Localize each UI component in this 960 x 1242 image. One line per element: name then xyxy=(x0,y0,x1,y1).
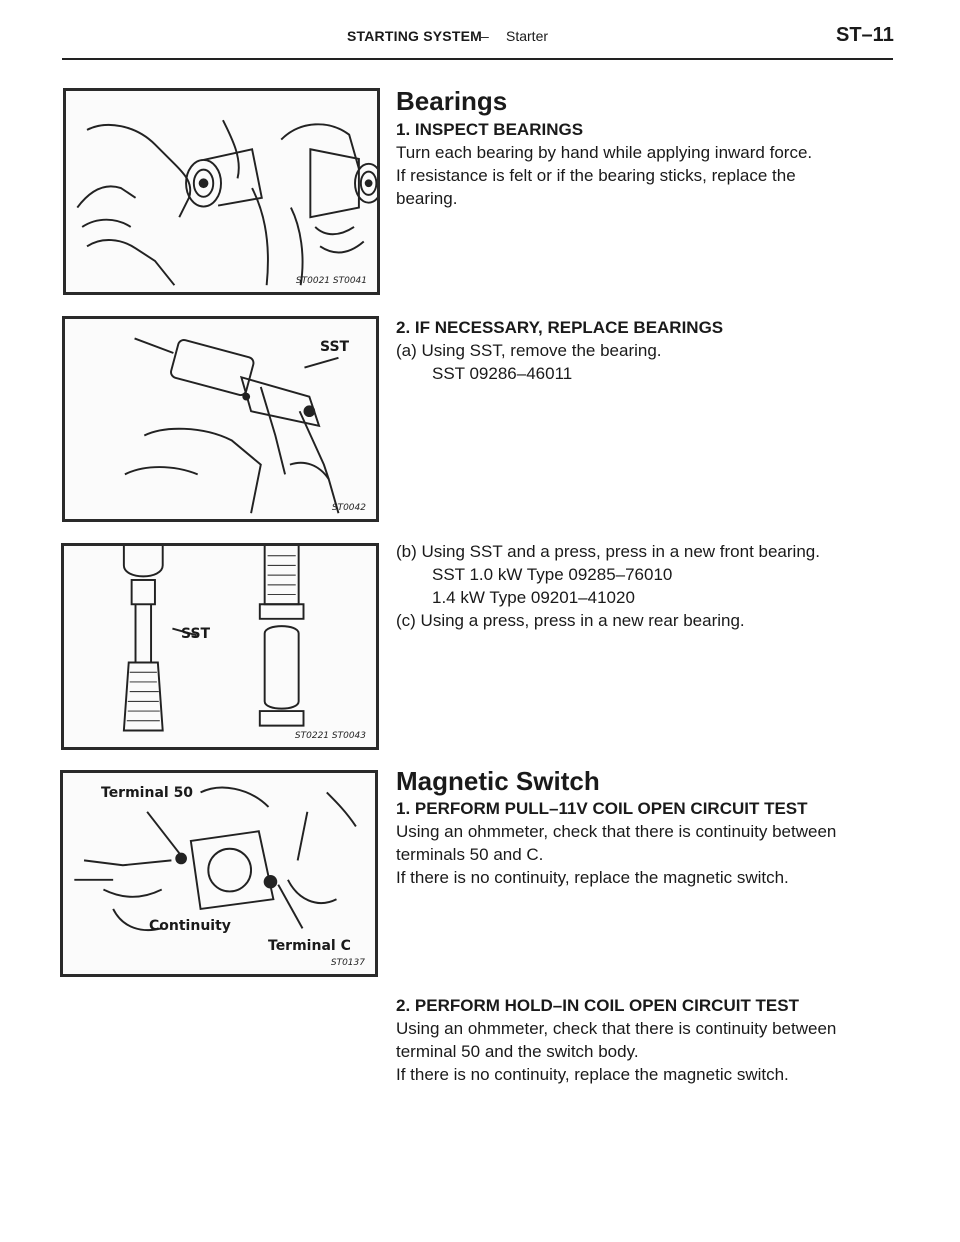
step-heading: 1. INSPECT BEARINGS xyxy=(396,120,584,139)
body-line: terminal 50 and the switch body. xyxy=(396,1042,639,1061)
page-number: ST–11 xyxy=(836,24,894,46)
figure-magnetic-switch-test xyxy=(60,770,378,977)
magswitch-step1-block xyxy=(396,797,836,889)
header-separator: – xyxy=(481,28,489,44)
body-line: Turn each bearing by hand while applying inward force. xyxy=(396,143,813,162)
header-subsection-title: Starter xyxy=(506,28,549,44)
body-line: Using an ohmmeter, check that there is continuity between xyxy=(396,1019,837,1038)
magswitch-step2-block xyxy=(396,994,836,1086)
section-title-magnetic-switch: Magnetic Switch xyxy=(396,766,600,796)
figure-code: ST0221 ST0043 xyxy=(294,731,366,741)
body-line: Using an ohmmeter, check that there is continuity between xyxy=(396,822,837,841)
label-continuity: Continuity xyxy=(149,918,231,934)
figure-press-bearing xyxy=(61,543,379,750)
body-line: If there is no continuity, replace the magnetic switch. xyxy=(396,1065,789,1084)
label-terminal-50: Terminal 50 xyxy=(101,785,194,801)
body-line: If resistance is felt or if the bearing sticks, replace the xyxy=(396,166,796,185)
figure-remove-bearing xyxy=(62,316,379,522)
press-armature-illustration xyxy=(64,546,376,747)
hands-bearing-illustration xyxy=(66,91,377,292)
step-heading: 1. PERFORM PULL–11V COIL OPEN CIRCUIT TEST xyxy=(396,799,808,818)
header-section-title: STARTING SYSTEM xyxy=(347,28,482,44)
step-heading: 2. IF NECESSARY, REPLACE BEARINGS xyxy=(396,318,724,337)
section-title-bearings: Bearings xyxy=(396,86,508,116)
figure-code: ST0137 xyxy=(330,958,365,968)
body-line: bearing. xyxy=(396,189,458,208)
body-line: If there is no continuity, replace the magnetic switch. xyxy=(396,868,789,887)
label-sst: SST xyxy=(181,626,211,642)
step-heading: 2. PERFORM HOLD–IN COIL OPEN CIRCUIT TEST xyxy=(396,996,799,1015)
body-line: terminals 50 and C. xyxy=(396,845,544,864)
body-line: (c) Using a press, press in a new rear bearing. xyxy=(396,611,745,630)
bearings-step2-block xyxy=(396,316,723,385)
label-terminal-c: Terminal C xyxy=(268,938,351,954)
body-line: (a) Using SST, remove the bearing. xyxy=(396,341,662,360)
bearings-step1-block xyxy=(396,118,812,210)
label-sst: SST xyxy=(320,339,350,355)
sst-number: SST 1.0 kW Type 09285–76010 xyxy=(432,565,673,584)
body-line: (b) Using SST and a press, press in a new front bearing. xyxy=(396,542,820,561)
figure-code: ST0021 ST0041 xyxy=(295,276,367,286)
bearings-step2b-block xyxy=(396,540,820,632)
sst-number: 1.4 kW Type 09201–41020 xyxy=(432,588,635,607)
sst-number: SST 09286–46011 xyxy=(432,364,573,383)
figure-code: ST0042 xyxy=(331,503,366,513)
header-rule xyxy=(62,58,893,60)
figure-inspect-bearings xyxy=(63,88,380,295)
